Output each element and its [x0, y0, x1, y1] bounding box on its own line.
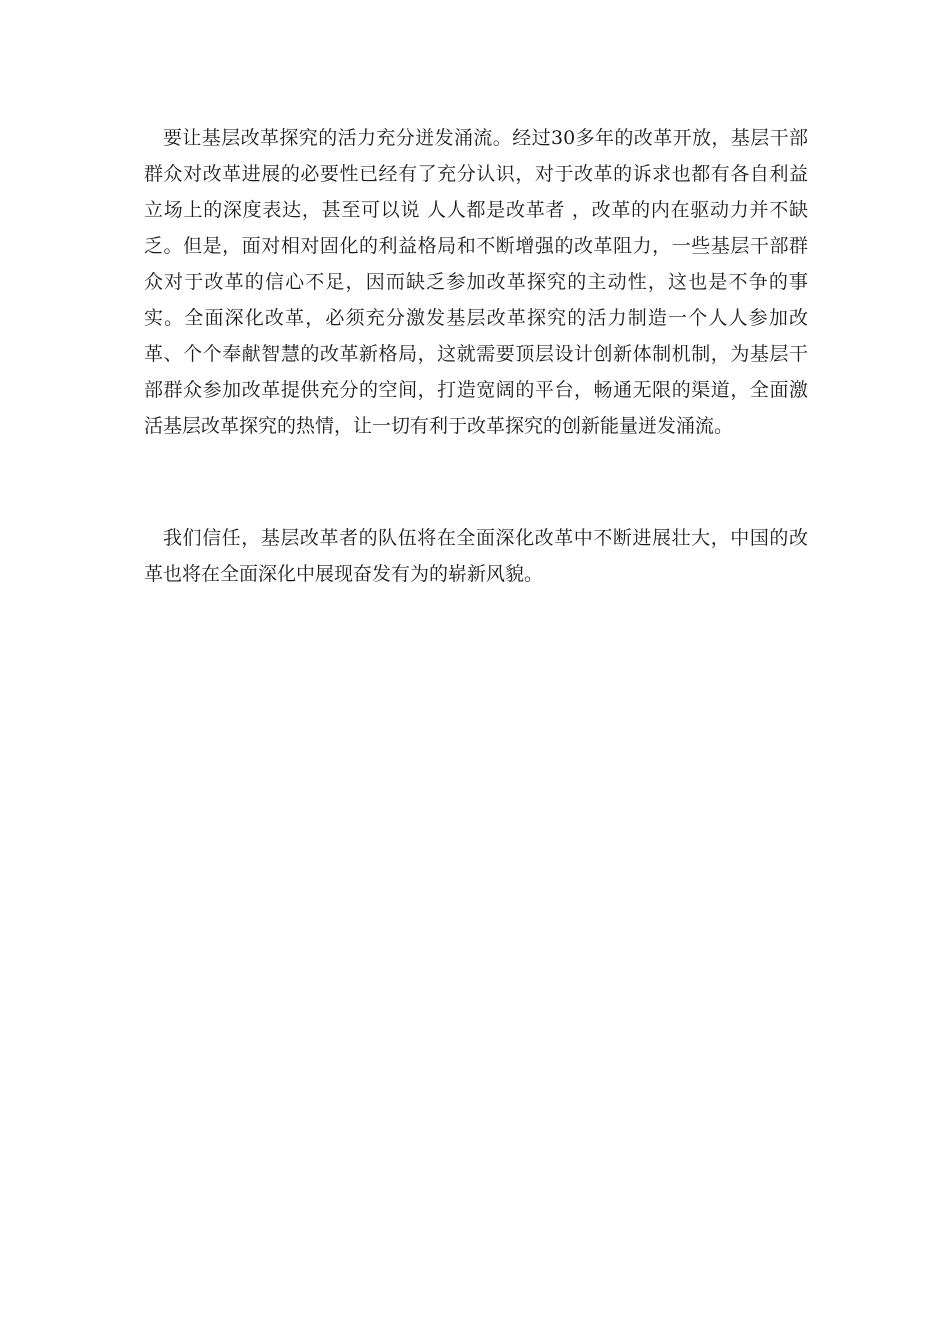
body-paragraph-2: 我们信任，基层改革者的队伍将在全面深化改革中不断进展壮大，中国的改革也将在全面深化中展现奋发有为的崭新风貌。 [144, 527, 808, 585]
body-paragraph-1: 要让基层改革探究的活力充分迸发涌流。经过30多年的改革开放，基层干部群众对改革进展的必要性已经有了充分认识，对于改革的诉求也都有各自利益立场上的深度表达，甚至可以说 人人都是改革者 ，改革的内在驱动力并不缺乏。但是，面对相对固化的利益格局和不断增强的改革阻力，一些基层干部群众对于改革的信心不足，因而缺乏参加改革探究的主动性，这也是不争的事实。全面深化改革，必须充分激发基层改革探究的活力制造一个人人参加改革、个个奉献智慧的改革新格局，这就需要顶层设计创新体制机制，为基层干部群众参加改革提供充分的空间，打造宽阔的平台，畅通无限的渠道，全面激活基层改革探究的热情，让一切有利于改革探究的创新能量迸发涌流。 [144, 127, 808, 437]
